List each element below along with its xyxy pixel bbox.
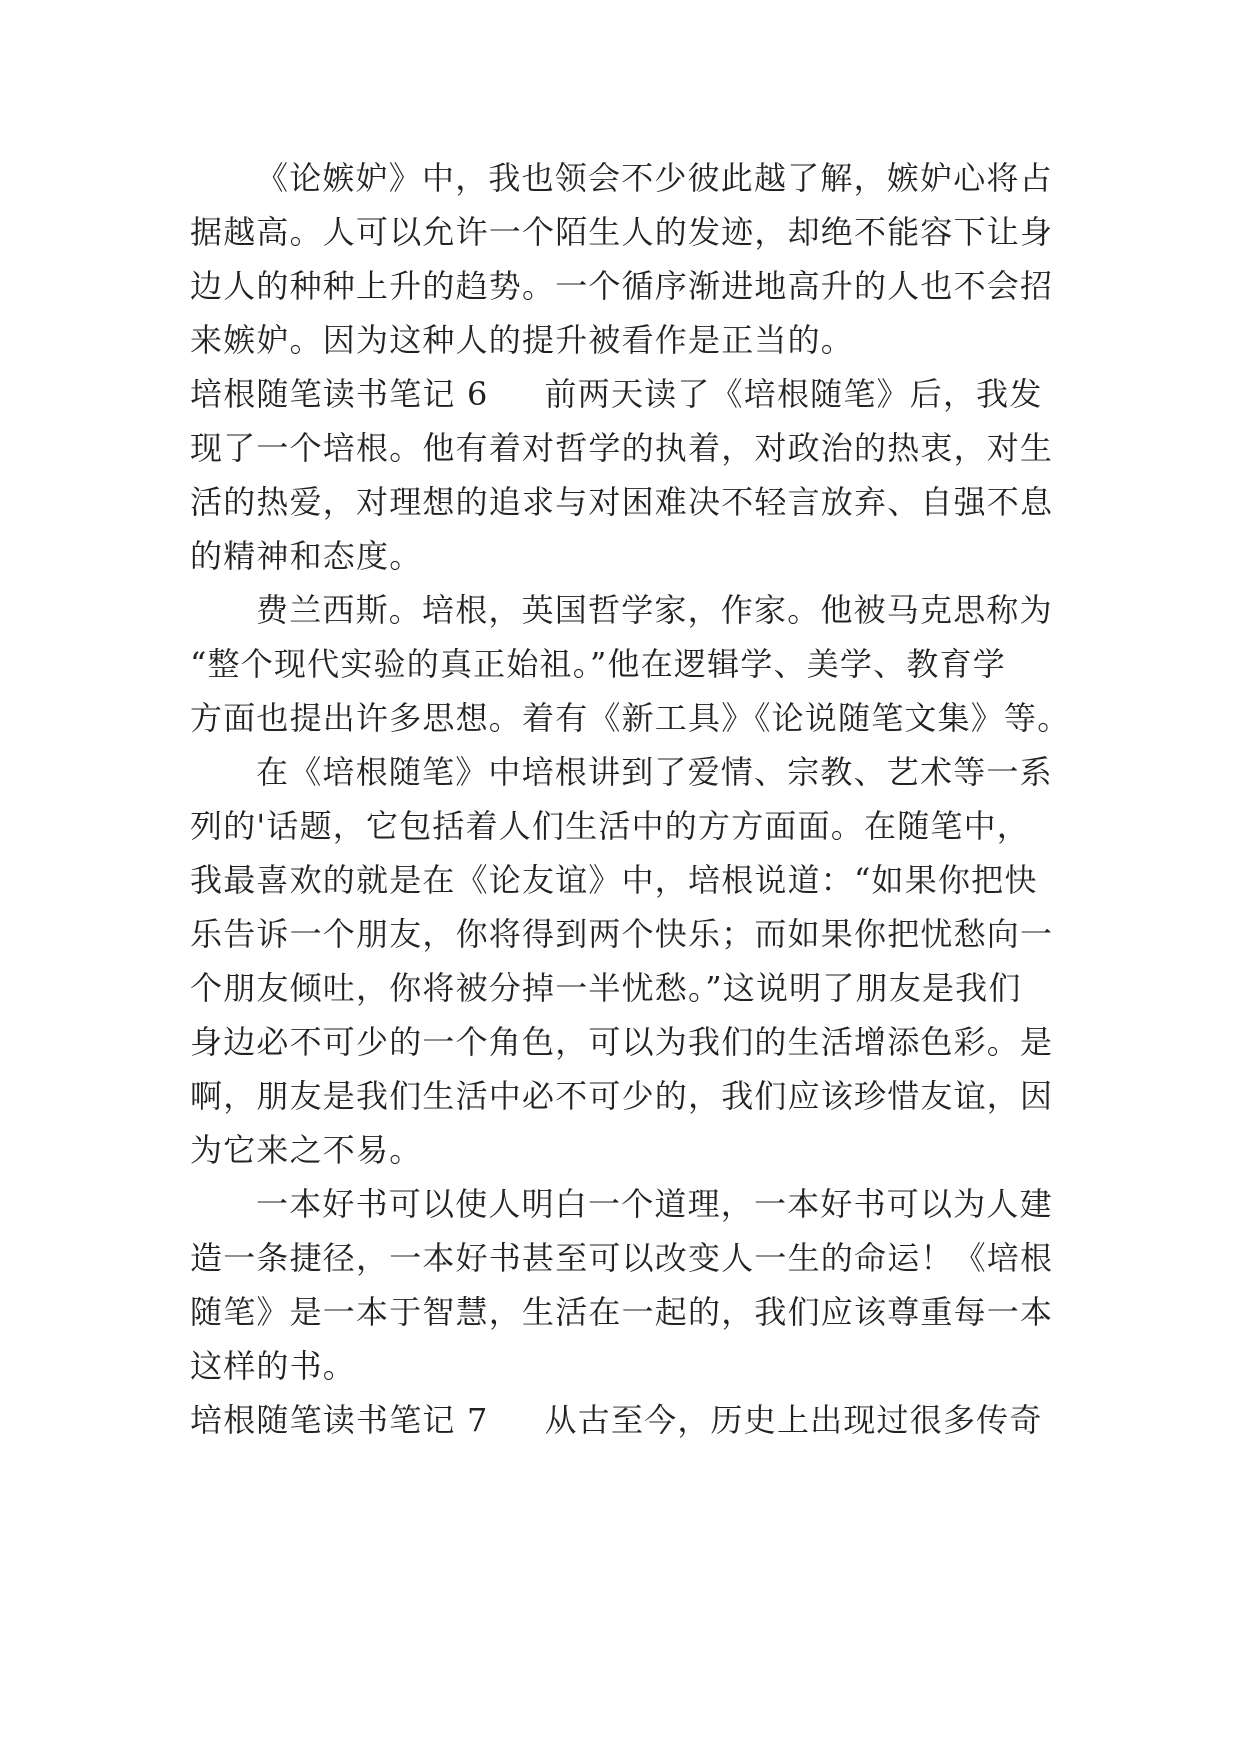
text-line: 来嫉妒。因为这种人的提升被看作是正当的。: [190, 321, 855, 359]
text-line: 身边必不可少的一个角色，可以为我们的生活增添色彩。是: [190, 1023, 1054, 1061]
section-heading-6: [190, 364, 1043, 424]
text-line: 费兰西斯。培根，英国哲学家，作家。他被马克思称为: [256, 591, 1053, 629]
text-line: 这样的书。: [190, 1347, 357, 1385]
section-heading-7: [190, 1390, 1043, 1450]
section-first-text: 从古至今，历史上出现过很多传奇: [544, 1401, 1043, 1439]
text-line: 的精神和态度。: [190, 537, 423, 575]
text-line: 我最喜欢的就是在《论友谊》中，培根说道：“如果你把快: [190, 861, 1038, 899]
text-line: 为它来之不易。: [190, 1131, 423, 1169]
text-line: 乐告诉一个朋友，你将得到两个快乐；而如果你把忧愁向一: [190, 915, 1054, 953]
text-line: 一本好书可以使人明白一个道理，一本好书可以为人建: [256, 1185, 1053, 1223]
section-title: 培根随笔读书笔记 6: [190, 375, 489, 413]
text-line: 现了一个培根。他有着对哲学的执着，对政治的热衷，对生: [190, 429, 1054, 467]
text-line: 边人的种种上升的趋势。一个循序渐进地高升的人也不会招: [190, 267, 1054, 305]
text-line: 据越高。人可以允许一个陌生人的发迹，却绝不能容下让身: [190, 213, 1054, 251]
text-line: 列的'话题，它包括着人们生活中的方方面面。在随笔中，: [190, 807, 1030, 845]
text-line: 个朋友倾吐，你将被分掉一半忧愁。”这说明了朋友是我们: [190, 969, 1022, 1007]
text-line: “整个现代实验的真正始祖。”他在逻辑学、美学、教育学: [190, 645, 1006, 683]
text-line: 《论嫉妒》中，我也领会不少彼此越了解，嫉妒心将占: [256, 159, 1053, 197]
text-line: 方面也提出许多思想。着有《新工具》《论说随笔文集》等。: [190, 699, 1071, 737]
section-first-text: 前两天读了《培根随笔》后，我发: [544, 375, 1043, 413]
text-line: 啊，朋友是我们生活中必不可少的，我们应该珍惜友谊，因: [190, 1077, 1054, 1115]
section-title: 培根随笔读书笔记 7: [190, 1401, 489, 1439]
text-line: 活的热爱，对理想的追求与对困难决不轻言放弃、自强不息: [190, 483, 1054, 521]
text-line: 在《培根随笔》中培根讲到了爱情、宗教、艺术等一系: [256, 753, 1053, 791]
text-line: 随笔》是一本于智慧，生活在一起的，我们应该尊重每一本: [190, 1293, 1054, 1331]
text-line: 造一条捷径，一本好书甚至可以改变人一生的命运！《培根: [190, 1239, 1054, 1277]
